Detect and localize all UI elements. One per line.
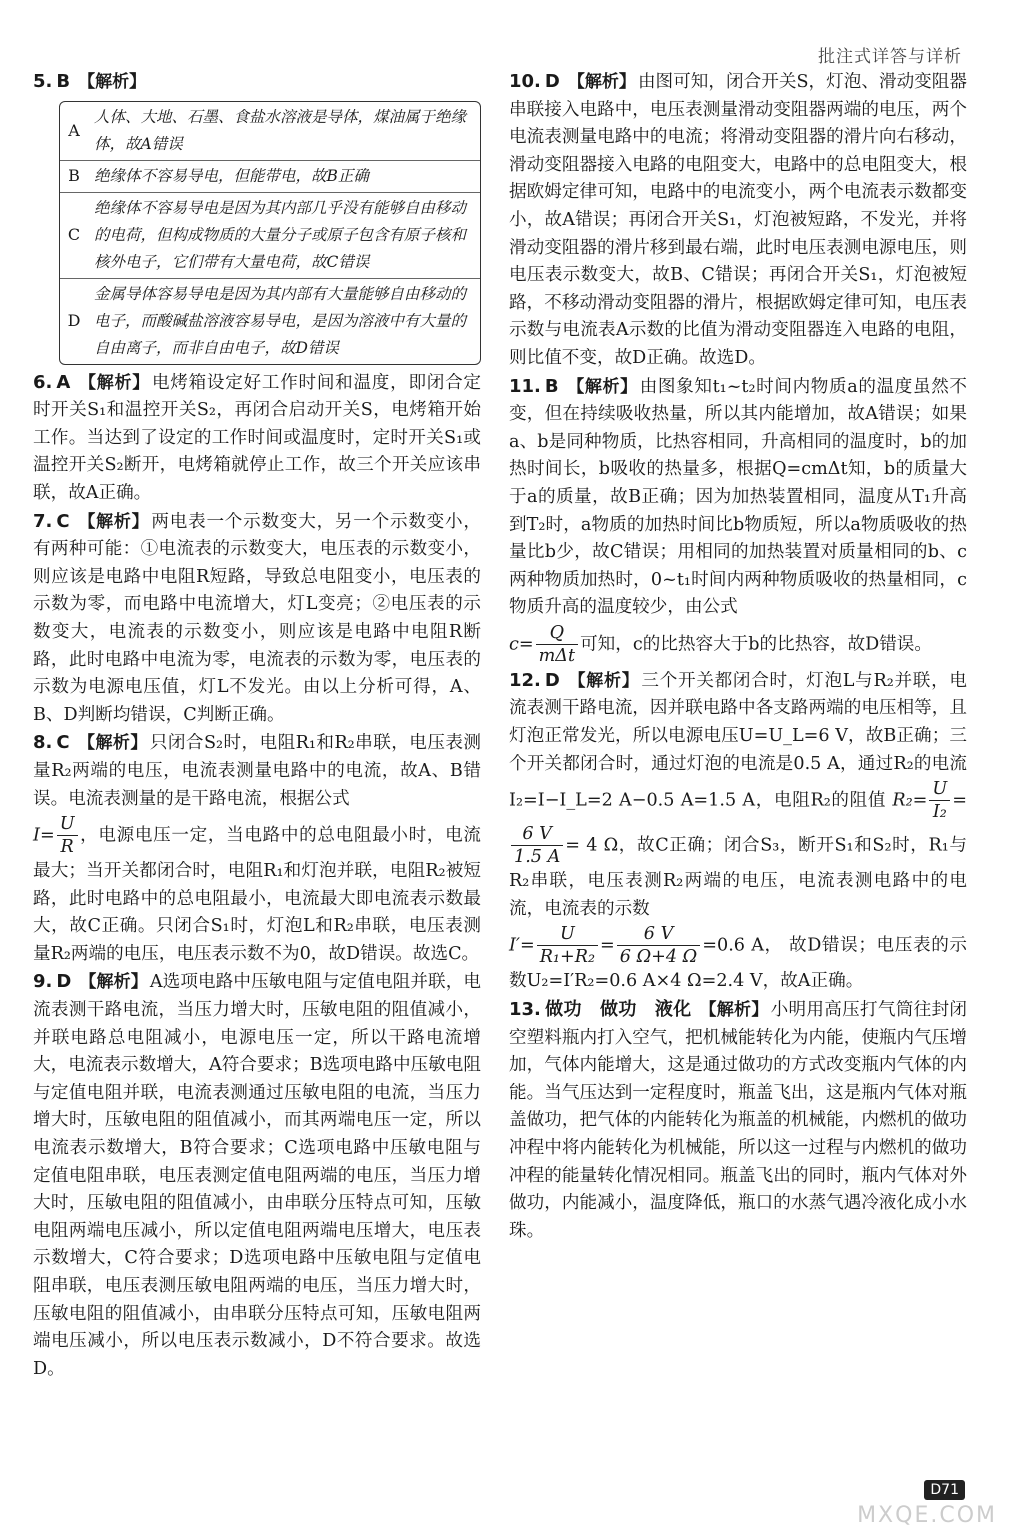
resistance-value-fraction (511, 823, 563, 868)
question-number: 12. (509, 669, 541, 691)
formula-result: =0.6 A， (702, 935, 783, 956)
option-note: 金属导体容易导电是因为其内部有大量能够自由移动的电子，而酸碱盐溶液容易导电，是因为溶液中有大量的自由离子，而非自由电子，故D错误 (94, 284, 467, 357)
question-12 (509, 667, 967, 996)
question-number: 5. (33, 71, 53, 92)
ohm-law-fraction (57, 813, 78, 858)
analysis-text: 故D错误；电压表的示数U₂=I′R₂=0.6 A×4 Ω=2.4 V，故A正确。 (509, 935, 968, 992)
analysis-text: 三个开关都闭合时，灯泡L与R₂并联，电流表测干路电流，因并联电路中各支路两端的电压相等，且灯泡正常发光，所以电源电压U=U_L=6 V，故B正确；三个开关都闭合时，通过灯泡的电流是0.5 A，通过R₂的电流I₂=I−I_L=2 A−0.5 A=1.5 A，电阻R₂的阻值 (509, 670, 967, 811)
analysis-tag: 【解析】 (77, 511, 150, 532)
fraction-denominator: R₁+R₂ (539, 947, 596, 968)
fraction-denominator: 6 Ω+4 Ω (619, 947, 698, 968)
page-number: D71 (924, 1480, 965, 1500)
option-letter: D (67, 311, 81, 331)
analysis-tag: 【解析】 (566, 376, 638, 397)
analysis-tag: 【解析】 (79, 972, 148, 993)
fraction-numerator: 6 V (617, 923, 701, 946)
fraction-denominator: mΔt (538, 645, 576, 666)
answer-letter: C (56, 732, 70, 754)
page-header: 批注式详答与详析 (818, 47, 962, 67)
fraction-denominator: 1.5 A (514, 847, 561, 868)
fraction-numerator: Q (536, 622, 578, 645)
fraction-numerator: 6 V (511, 823, 563, 846)
fraction-denominator: R (60, 837, 74, 858)
answer-letter: B (544, 375, 559, 397)
question-11 (509, 373, 967, 667)
option-analysis-table (59, 101, 481, 365)
analysis-text: 只闭合S₂时，电阻R₁和R₂串联，电压表测量R₂两端的电压，电流表测量电路中的电流，故A、B错误。电流表测量的是干路电流，根据公式 (33, 733, 481, 809)
analysis-text: 两电表一个示数变大，另一个示数变小，有两种可能：①电流表的示数变大，电压表的示数变小，则应该是电路中电阻R短路，导致总电阻变小，电压表的示数为零，而电路中电流增大，灯L变亮；②电压表的示数变大，电流表的示数变小，则应该是电路中电阻R断路，此时电路中电流为零，电流表的示数为零，电压表的示数为电源电压值，灯L不发光。由以上分析可得，A、B、D判断均错误，C判断正确。 (33, 511, 481, 725)
answer-letter: A (56, 371, 71, 393)
site-watermark: MXQE.COM (857, 1503, 997, 1528)
analysis-text: A选项电路中压敏电阻与定值电阻并联，电流表测干路电流，当压力增大时，压敏电阻的阻值减小，并联电路总电阻减小，电源电压一定，所以干路电流增大，电流表示数增大，A符合要求；B选项电路中压敏电阻与定值电阻并联，电流表测通过压敏电阻的电流，当压力增大时，压敏电阻的阻值减小，而其两端电压一定，所以电流表示数增大，B符合要求；C选项电路中压敏电阻与定值电阻串联，电压表测定值电阻两端的电压，当压力增大时，压敏电阻的阻值减小，由串联分压特点可知，压敏电阻两端电压减小，所以定值电阻两端电压增大，电压表示数增大，C符合要求；D选项电路中压敏电阻与定值电阻串联，电压表测压敏电阻两端的电压，当压力增大时，压敏电阻的阻值减小，由串联分压特点可知，压敏电阻两端电压减小，所以电压表示数减小，D不符合要求。故选D。 (33, 972, 481, 1379)
current-fraction (537, 923, 598, 968)
option-letter: B (68, 166, 80, 186)
formula-equals: = (565, 835, 581, 856)
analysis-tag: 【解析】 (699, 1000, 769, 1021)
fraction-numerator: U (537, 923, 598, 946)
analysis-tag: 【解析】 (78, 372, 150, 393)
question-6 (33, 369, 481, 508)
formula-lhs: c= (509, 634, 534, 655)
table-row (60, 192, 480, 278)
answer-letter: D (544, 669, 560, 691)
question-number: 10. (509, 71, 541, 92)
analysis-tag: 【解析】 (567, 72, 636, 92)
analysis-tag: 【解析】 (78, 72, 147, 92)
option-letter: A (68, 120, 80, 140)
specific-heat-fraction (536, 622, 578, 667)
analysis-text: 小明用高压打气筒往封闭空塑料瓶内打入空气，把机械能转化为内能，使瓶内气压增加，气体内能增大，这是通过做功的方式改变瓶内气体的内能。当气压达到一定程度时，瓶盖飞出，这是瓶内气体对瓶盖做功，把气体的内能转化为瓶盖的机械能，内燃机的做功冲程中将内能转化为机械能，所以这一过程与内燃机的做功冲程的能量转化情况相同。瓶盖飞出的同时，瓶内气体对外做功，内能减小，温度降低，瓶口的水蒸气遇冷液化成小水珠。 (509, 1000, 968, 1241)
question-13 (509, 996, 967, 1245)
analysis-tag: 【解析】 (77, 733, 148, 754)
question-number: 8. (33, 732, 53, 754)
fraction-numerator: U (57, 813, 78, 836)
current-value-fraction (617, 923, 701, 968)
question-number: 13. (509, 999, 541, 1021)
analysis-text: 由图可知，闭合开关S，灯泡、滑动变阻器串联接入电路中，电压表测量滑动变阻器两端的电压，两个电流表测量电路中的电流；将滑动变阻器的滑片向右移动，滑动变阻器接入电路的电阻变大，电路中的总电阻变大，根据欧姆定律可知，电路中的电流变小，两个电流表示数都变小，故A错误；再闭合开关S₁，灯泡被短路，不发光，并将滑动变阻器的滑片移到最右端，此时电压表测电源电压，则电压表示数变大，故B、C错误；再闭合开关S₁，灯泡被短路，不移动滑动变阻器的滑片，根据欧姆定律可知，电压表示数与电流表A示数的比值为滑动变阻器连入电路的电阻，则比值不变，故D正确。故选D。 (509, 72, 967, 368)
question-10 (509, 68, 967, 373)
analysis-tag: 【解析】 (567, 670, 640, 691)
formula-lhs: I= (33, 825, 55, 846)
analysis-text: 电烤箱设定好工作时间和温度，即闭合定时开关S₁和温控开关S₂，再闭合启动开关S，电烤箱开始工作。当达到了设定的工作时间或温度时，定时开关S₁或温控开关S₂断开，电烤箱就停止工作，故三个开关应该串联，故A正确。 (33, 372, 481, 503)
answer-letter: C (56, 510, 70, 532)
formula-equals: = (952, 790, 967, 811)
question-number: 11. (509, 375, 541, 397)
table-row (60, 278, 480, 364)
question-8 (33, 729, 481, 968)
right-column (509, 68, 967, 1245)
formula-lhs: I′= (509, 935, 535, 956)
fraction-numerator: U (929, 778, 950, 801)
formula-equals: = (600, 935, 615, 956)
question-number: 7. (33, 510, 53, 532)
analysis-text: 可知，c的比热容大于b的比热容，故D错误。 (580, 634, 932, 655)
option-note: 绝缘体不容易导电是因为其内部几乎没有能够自由移动的电荷，但构成物质的大量分子或原子包含有原子核和核外电子，它们带有大量电荷，故C错误 (94, 198, 467, 271)
question-5 (33, 68, 481, 97)
fraction-denominator: I₂ (932, 802, 947, 823)
answer-letter: B (56, 71, 71, 92)
answer-letter: D (544, 71, 560, 92)
left-column (33, 68, 481, 1383)
question-7 (33, 508, 481, 730)
table-row (60, 102, 480, 160)
question-9 (33, 968, 481, 1383)
analysis-text: 由图象知t₁~t₂时间内物质a的温度虽然不变，但在持续吸收热量，所以其内能增加，故A错误；如果a、b是同种物质，比热容相同，升高相同的温度时，b的加热时间长，b吸收的热量多，根据Q=cmΔt知，b的质量大于a的质量，故B正确；因为加热装置相同，温度从T₁升高到T₂时，a物质的加热时间比b物质短，所以a物质吸收的热量比b少，故C错误；用相同的加热装置对质量相同的b、c两种物质加热时，0~t₁时间内两种物质吸收的热量相同，c物质升高的温度较少，由公式 (509, 376, 967, 618)
analysis-text: ，电源电压一定，当电路中的总电阻最小时，电流最大；当开关都闭合时，电阻R₁和灯泡并联，电阻R₂被短路，此时电路中的总电阻最小，电流最大即电流表示数最大，故C正确。只闭合S₁时，灯泡L和R₂串联，电压表测量R₂两端的电压，电压表示数不为0，故D错误。故选C。 (33, 825, 481, 964)
formula-lhs: R₂= (892, 790, 928, 811)
option-letter: C (67, 225, 81, 245)
answer-words: 做功 做功 液化 (544, 999, 692, 1021)
table-row (60, 160, 480, 192)
option-note: 绝缘体不容易导电，但能带电，故B正确 (94, 166, 369, 185)
question-number: 6. (33, 371, 53, 393)
question-number: 9. (33, 971, 53, 993)
option-note: 人体、大地、石墨、食盐水溶液是导体，煤油属于绝缘体，故A错误 (94, 107, 467, 153)
resistance-fraction (929, 778, 950, 823)
analysis-text: 4 Ω，故C正确；闭合S₃，断开S₁和S₂时，R₁与R₂串联，电压表测R₂两端的电压，电流表测电路中的电流，电流表的示数 (509, 835, 967, 919)
answer-letter: D (56, 971, 72, 993)
